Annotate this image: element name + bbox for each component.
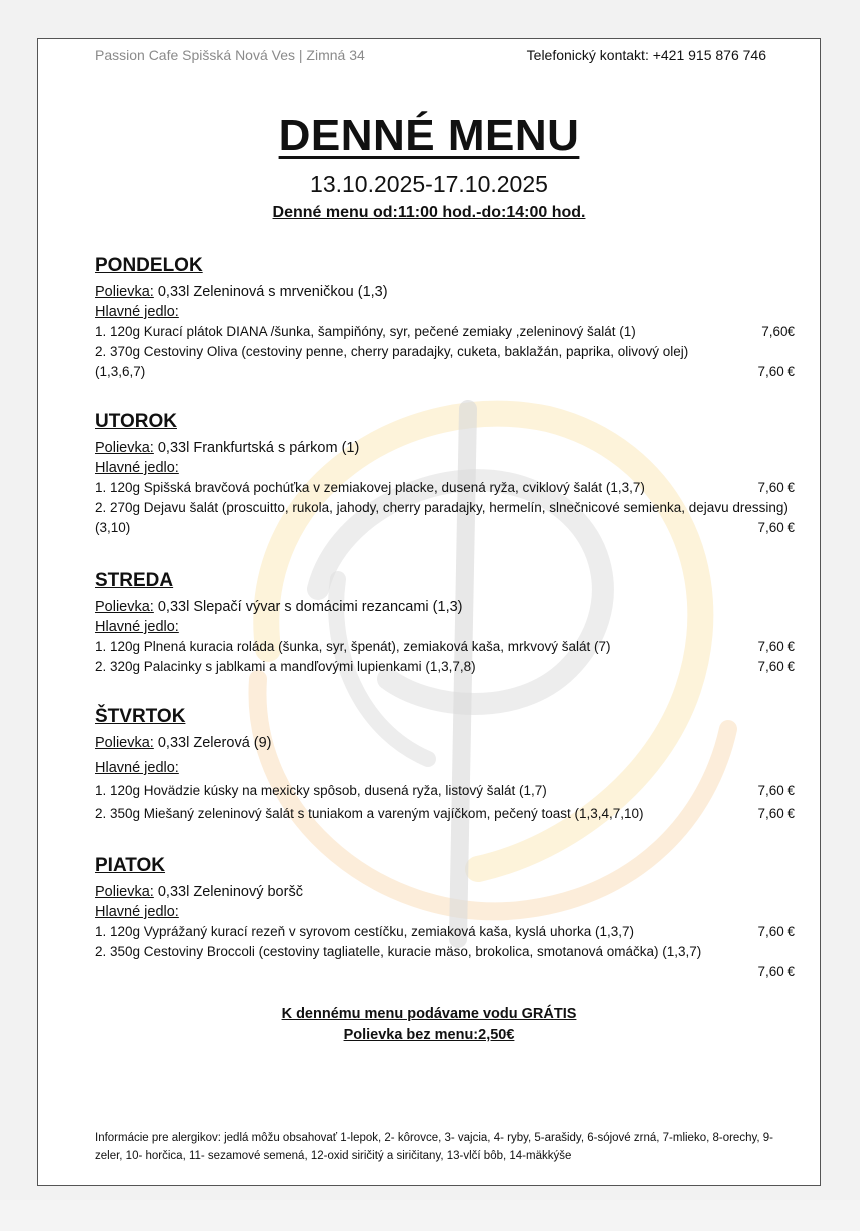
main-label: Hlavné jedlo: (95, 304, 179, 320)
soup-text: 0,33l Zeleninová s mrveničkou (1,3) (153, 284, 388, 300)
soup-line (95, 733, 795, 753)
header-address: Passion Cafe Spišská Nová Ves | Zimná 34 (95, 47, 365, 63)
dish-text: 1. 120g Kurací plátok DIANA /šunka, šampiňóny, syr, pečené zemiaky ,zeleninový šalát (1) (95, 324, 636, 339)
page-title: DENNÉ MENU (278, 111, 580, 160)
main-label: Hlavné jedlo: (95, 904, 179, 920)
dish-item (95, 804, 795, 824)
dish-item (95, 342, 725, 382)
soup-line (95, 597, 795, 617)
dish-text: 2. 350g Miešaný zeleninový šalát s tuniakom a vareným vajíčkom, pečený toast (1,3,4,7,10) (95, 806, 644, 821)
dish-item (95, 478, 795, 498)
dish-price: 7,60 € (757, 964, 795, 979)
dish-text: 1. 120g Spišská bravčová pochúťka v zemiakovej placke, dusená ryža, cviklový šalát (1,3,7) (95, 480, 645, 495)
main-label: Hlavné jedlo: (95, 619, 179, 635)
dish-text: 1. 120g Hovädzie kúsky na mexicky spôsob, dusená ryža, listový šalát (1,7) (95, 783, 547, 798)
dish-text: 2. 370g Cestoviny Oliva (cestoviny penne, cherry paradajky, cuketa, baklažán, paprika, olivový olej)(1,3,6,7) (95, 344, 689, 379)
page-bottom-margin (0, 1200, 860, 1231)
soup-line (95, 438, 795, 458)
soup-label: Polievka: (95, 735, 154, 751)
day-name: PONDELOK (95, 255, 203, 276)
menu-page (37, 38, 821, 1186)
main-label: Hlavné jedlo: (95, 760, 179, 776)
dish-item (95, 942, 795, 962)
dish-price: 7,60 € (757, 659, 795, 674)
dish-text: 1. 120g Plnená kuracia roláda (šunka, syr, špenát), zemiaková kaša, mrkvový šalát (7) (95, 639, 611, 654)
soup-text: 0,33l Zelerová (9) (153, 735, 272, 751)
day-section-tuesday (95, 410, 795, 538)
dish-item (95, 922, 795, 942)
main-label: Hlavné jedlo: (95, 460, 179, 476)
dish-text: 2. 320g Palacinky s jablkami a mandľovými lupienkami (1,3,7,8) (95, 659, 476, 674)
dish-item (95, 657, 795, 677)
day-name: STREDA (95, 570, 174, 591)
dish-price: 7,60 € (757, 806, 795, 821)
day-name: UTOROK (95, 411, 177, 432)
dish-item (95, 637, 795, 657)
day-section-monday (95, 254, 795, 382)
soup-label: Polievka: (95, 284, 154, 300)
dish-price: 7,60 € (757, 480, 795, 495)
allergen-info: Informácie pre alergikov: jedlá môžu obsahovať 1-lepok, 2- kôrovce, 3- vajcia, 4- ryby, 5-arašidy, 6-sójové zrná, 7-mlieko, 8-orechy, 9- zeler, 10- horčica, 11- sezamové semená, 12-oxid siričitý a siričitany, 13-vlčí bôb, 14-mäkkýše (95, 1132, 773, 1162)
menu-hours: Denné menu od:11:00 hod.-do:14:00 hod. (272, 204, 586, 221)
dish-price: 7,60 € (757, 364, 795, 379)
dish-text: 1. 120g Vyprážaný kurací rezeň v syrovom cestíčku, zemiaková kaša, kyslá uhorka (1,3,7) (95, 924, 634, 939)
day-section-wednesday (95, 569, 795, 677)
dish-item (95, 781, 795, 801)
soup-line (95, 282, 795, 302)
soup-text: 0,33l Zeleninový boršč (153, 884, 303, 900)
dish-text: 2. 350g Cestoviny Broccoli (cestoviny tagliatelle, kuracie mäso, brokolica, smotanová omáčka) (1,3,7) (95, 944, 702, 959)
menu-dates: 13.10.2025-17.10.2025 (310, 171, 548, 197)
header-phone: Telefonický kontakt: +421 915 876 746 (526, 47, 766, 63)
dish-text: 2. 270g Dejavu šalát (proscuitto, rukola, jahody, cherry paradajky, hermelín, slnečnicové semienka, dejavu dressing) (3,10) (95, 500, 788, 535)
dish-item (95, 322, 795, 342)
soup-label: Polievka: (95, 884, 154, 900)
soup-line (95, 882, 795, 902)
dish-item (95, 498, 795, 538)
soup-only-price: Polievka bez menu:2,50€ (343, 1027, 515, 1043)
soup-label: Polievka: (95, 599, 154, 615)
day-section-friday (95, 854, 795, 982)
soup-label: Polievka: (95, 440, 154, 456)
free-water-note: K dennému menu podávame vodu GRÁTIS (281, 1006, 577, 1022)
dish-price: 7,60 € (757, 783, 795, 798)
day-name: ŠTVRTOK (95, 706, 186, 727)
soup-text: 0,33l Frankfurtská s párkom (1) (153, 440, 360, 456)
day-name: PIATOK (95, 855, 166, 876)
dish-price: 7,60 € (757, 639, 795, 654)
soup-text: 0,33l Slepačí vývar s domácimi rezancami (1,3) (153, 599, 463, 615)
dish-price: 7,60€ (761, 324, 795, 339)
dish-price: 7,60 € (757, 924, 795, 939)
dish-price: 7,60 € (757, 520, 795, 535)
day-section-thursday (95, 705, 795, 824)
